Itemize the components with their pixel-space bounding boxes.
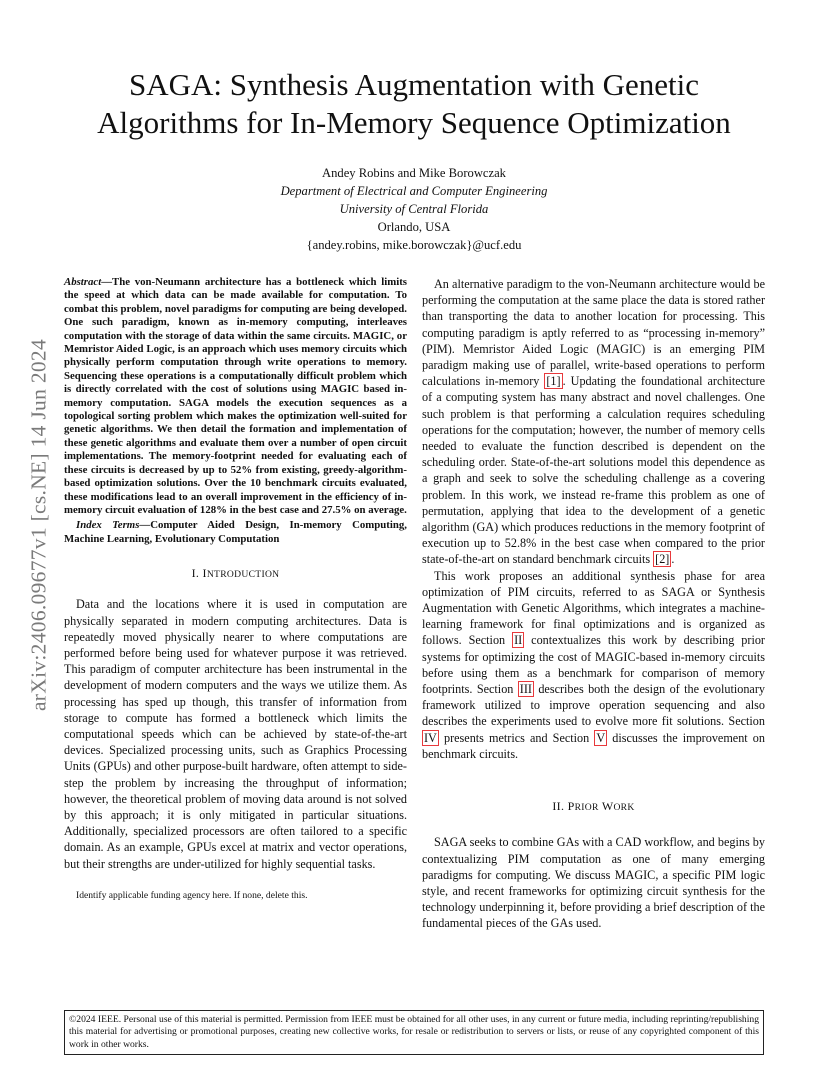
text-span: .: [671, 552, 675, 567]
citation-link-2[interactable]: [2]: [655, 552, 670, 567]
section-title-initial: I: [202, 566, 207, 581]
paragraph-organization: [422, 568, 765, 762]
left-column: [64, 276, 407, 902]
author-department: Department of Electrical and Computer Engineering: [280, 184, 548, 198]
author-email: {andey.robins, mike.borowczak}@ucf.edu: [306, 238, 522, 252]
author-names: Andey Robins and Mike Borowczak: [322, 166, 506, 180]
arxiv-identifier-text: arXiv:2406.09677v1 [cs.NE] 14 Jun 2024: [26, 338, 51, 712]
section-number: II.: [552, 799, 565, 814]
text-span: An alternative paradigm to the von-Neumann architecture would be performing the computation at the same place the data is stored rather than transporting the data to another location for processing. This computing paradigm is aptly referred to as “processing in-memory” (PIM). Memristor Aided Logic (MAGIC) is an emerging PIM paradigm making use of parallel, write-based operations to perform calculations in-memory: [422, 277, 765, 389]
index-terms-heading: Index Terms: [76, 519, 140, 532]
section-title-rest: RIOR: [574, 802, 599, 814]
index-terms-text: —Computer Aided Design, In-memory Computing, Machine Learning, Evolutionary Computation: [64, 519, 407, 545]
footnote: Identify applicable funding agency here. If none, delete this.: [76, 889, 308, 901]
section-title-rest: ORK: [613, 802, 635, 814]
section-number: I.: [191, 566, 200, 581]
author-location: Orlando, USA: [377, 220, 451, 234]
section-title-initial: P: [567, 799, 575, 814]
section-heading-introduction: [64, 565, 407, 583]
right-column: [422, 276, 765, 932]
section-link-iii[interactable]: III: [519, 682, 532, 697]
citation-link-1[interactable]: [1]: [546, 374, 561, 389]
author-block: [200, 164, 628, 254]
introduction-paragraph: Data and the locations where it is used in computation are physically separated in modern computing architectures. Data is repeatedly moved physically nearer to where computations are performed before being used for whatever purpose it was retrieved. This paradigm of computer architecture has been instrumental in the development of modern computers and the ways we utilize them. As processing has sped up though, this transfer of information from storage to compute has formed a bottleneck which limits the computational speeds which can be achieved by state-of-the-art devices. Specialized processing units, such as Graphics Processing Units (GPUs) and other purpose-built hardware, often attempt to side-step the problem by increasing the throughput of information; however, the theoretical problem of moving data around is not solved by this approach; it is only mitigated in particular situations. Additionally, specialized processors are often tailored to a specific domain. As an example, GPUs excel at matrix and vector operations, but their strengths are under-utilized for highly sequential tasks.: [64, 597, 407, 871]
section-heading-prior-work: [422, 798, 765, 816]
section-title-rest: NTRODUCTION: [206, 569, 280, 581]
prior-work-paragraph: SAGA seeks to combine GAs with a CAD workflow, and begins by contextualizing PIM computation as one of many emerging paradigms for computing. We discuss MAGIC, a specific PIM logic style, and recent frameworks for optimizing circuit synthesis for the technology underpinning it, before providing a brief description of the fundamental pieces of the GAs used.: [422, 835, 765, 931]
text-span: This work proposes an additional synthesis phase for area optimization of PIM circuits, referred to as SAGA or Synthesis Augmentation with Genetic Algorithms, which integrates a machine-learning framework for final optimizations and is organized as follows. Section: [422, 568, 765, 648]
paper-title: [60, 66, 768, 142]
section-link-v[interactable]: V: [596, 730, 606, 745]
paper-title-line-1: SAGA: Synthesis Augmentation with Genetic: [128, 67, 700, 102]
paragraph-alternative-paradigm: [422, 276, 765, 568]
text-span: presents metrics and Section: [438, 730, 595, 745]
arxiv-identifier: [24, 290, 54, 760]
paper-title-line-2: Algorithms for In-Memory Sequence Optimization: [97, 105, 731, 140]
text-span: discusses the improvement on benchmark circuits.: [422, 730, 765, 761]
copyright-notice: ©2024 IEEE. Personal use of this material is permitted. Permission from IEEE must be obtained for all other uses, in any current or future media, including reprinting/republishing this material for advertising or promotional purposes, creating new collective works, for resale or redistribution to servers or lists, or reuse of any copyrighted component of this work in other works.: [64, 1010, 764, 1055]
abstract: [64, 276, 407, 517]
section-link-ii[interactable]: II: [514, 633, 523, 648]
text-span: describes both the design of the evolutionary framework utilized to improve operation sequencing and also describes the experiments used to evolve more fit solutions. Section: [422, 682, 765, 729]
abstract-heading: Abstract: [64, 276, 102, 288]
text-span: . Updating the foundational architecture of a computing system has many abstract and novel challenges. One such problem is that performing a calculation requires scheduling operations for the computation; however, the number of memory cells needed to evaluate the function described is dependent on the scheduling order. State-of-the-art solutions model this dependence as a graph and seek to solve the scheduling challenge as a covering problem. In this work, we instead re-frame this problem as one of permutation, applying that idea to the development of a genetic algorithm (GA) which produces reductions in the memory footprint of execution up to 52.8% in the best case when compared to the prior state-of-the-art on standard benchmark circuits: [422, 374, 765, 567]
abstract-text: —The von-Neumann architecture has a bottleneck which limits the speed at which data can be made available for computation. To combat this problem, novel paradigms for computing are being developed. One such paradigm, known as in-memory computing, interleaves computation with the storage of data within the same circuits. MAGIC, or Memristor Aided Logic, is an approach which uses memory circuits which physically perform computation through write operations to memory. Sequencing these operations is a computationally difficult problem which is directly correlated with the cost of solutions using MAGIC based in-memory computation. SAGA models the execution sequences as a topological sorting problem which makes the optimization well-suited for genetic algorithms. We then detail the formation and implementation of these genetic algorithms and evaluate them over a number of open circuit implementations. The memory-footprint needed for evaluating each of these circuits is decreased by up to 52% from existing, greedy-algorithm-based optimization solutions. Over the 10 benchmark circuits evaluated, these modifications lead to an overall improvement in the efficiency of in-memory circuit evaluation of 128% in the best case and 27.5% on average.: [64, 276, 407, 516]
index-terms: [64, 519, 407, 546]
section-title-initial: W: [601, 799, 614, 814]
text-span: contextualizes this work by describing prior systems for optimizing the cost of MAGIC-based in-memory circuits before using them as a benchmark for comparison of memory footprints. Section: [422, 633, 765, 697]
section-link-iv[interactable]: IV: [424, 730, 437, 745]
author-university: University of Central Florida: [339, 202, 489, 216]
